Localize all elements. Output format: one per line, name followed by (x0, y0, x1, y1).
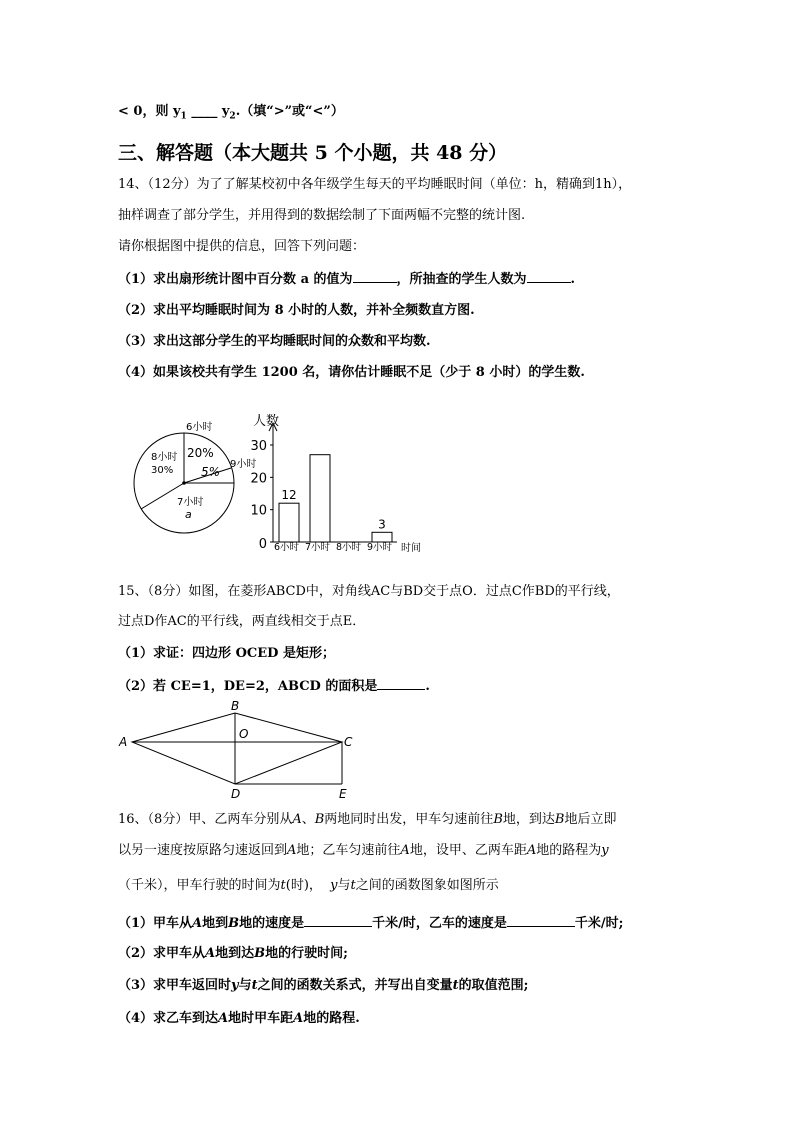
q16-part3: （3）求甲车返回时y与t之间的函数关系式，并写出自变量t的取值范围; (118, 978, 529, 993)
q14-part3: （3）求出这部分学生的平均睡眠时间的众数和平均数. (118, 334, 431, 349)
x-category-label: 9小时 (367, 542, 393, 553)
label-a: A (119, 735, 128, 749)
q15-part2: （2）若 CE=1，DE=2，ABCD 的面积是 . (118, 679, 430, 694)
x-category-label: 7小时 (305, 542, 331, 553)
label-o: O (239, 727, 249, 741)
q14-line2: 抽样调查了部分学生，并用得到的数据绘制了下面两幅不完整的统计图. (118, 208, 526, 223)
q14-line1: 14、（12分）为了了解某校初中各年级学生每天的平均睡眠时间（单位：h，精确到1h）， (118, 177, 632, 192)
pie-label-8h: 8小时 (151, 452, 178, 463)
pie-label-a: a (185, 508, 192, 521)
answer-blank[interactable] (377, 677, 425, 690)
pie-center-dot (182, 481, 186, 485)
q16-line1: 16、（8分）甲、乙两车分别从A、B两地同时出发，甲车匀速前往B地，到达B地后立即 (118, 812, 617, 827)
prev-question-tail: < 0，则 $y_1$ ____ $y_2$.（填“>”或“<”） (118, 104, 344, 122)
x-category-label: 8小时 (336, 542, 362, 553)
y-tick-label: 0 (258, 537, 267, 552)
answer-blank[interactable] (527, 270, 571, 283)
pie-label-30pct: 30% (151, 465, 174, 476)
histogram-bar (279, 503, 299, 542)
q15-part1: （1）求证：四边形 OCED 是矩形； (118, 646, 335, 661)
q15-line1: 15、（8分）如图，在菱形ABCD中，对角线AC与BD交于点O．过点C作BD的平行线， (118, 584, 620, 599)
q14-part2: （2）求出平均睡眠时间为 8 小时的人数，并补全频数直方图. (118, 303, 475, 318)
histogram-chart (245, 405, 435, 555)
q16-line2: 以另一速度按原路匀速返回到A地；乙车匀速前往A地，设甲、乙两车距A地的路程为y (118, 843, 609, 858)
q16-part2: （2）求甲车从A地到达B地的行驶时间; (118, 946, 348, 961)
y-axis-label: 人数 (253, 414, 280, 429)
answer-blank[interactable] (353, 270, 397, 283)
pie-label-6h: 6小时 (186, 422, 213, 433)
q14-part4: （4）如果该校共有学生 1200 名，请你估计睡眠不足（少于 8 小时）的学生数. (118, 365, 585, 380)
pie-label-9h: 9小时 (230, 459, 257, 470)
pie-label-7h: 7小时 (177, 497, 204, 508)
label-b: B (231, 699, 240, 713)
answer-blank[interactable] (304, 914, 372, 927)
histogram-bar (372, 532, 392, 542)
histogram-bar (310, 455, 330, 542)
pie-label-5pct: 5% (201, 465, 221, 479)
rhombus-diagram (115, 698, 365, 803)
label-c: C (344, 735, 353, 749)
q16-line3: （千米），甲车行驶的时间为t(时)， y与t之间的函数图象如图所示 (118, 878, 499, 893)
pie-label-20pct: 20% (187, 446, 214, 460)
pie-chart (125, 405, 265, 545)
y-tick-label: 30 (250, 439, 267, 454)
x-axis-label: 时间 (401, 543, 421, 554)
q14-line3: 请你根据图中提供的信息，回答下列问题： (118, 239, 366, 254)
section-heading: 三、解答题（本大题共 5 个小题，共 48 分） (118, 142, 508, 164)
q14-part1: （1）求出扇形统计图中百分数 a 的值为 ，所抽查的学生人数为 . (118, 272, 576, 287)
y-tick-label: 10 (250, 503, 267, 519)
label-e: E (339, 787, 347, 801)
bar-data-label: 3 (378, 517, 386, 532)
rhombus-abcd (132, 713, 342, 784)
q16-part4: （4）求乙车到达A地时甲车距A地的路程. (118, 1011, 360, 1026)
label-d: D (231, 787, 241, 801)
q15-line2: 过点D作AC的平行线，两直线相交于点E． (118, 614, 366, 629)
answer-blank[interactable] (507, 914, 575, 927)
x-category-label: 6小时 (274, 542, 300, 553)
bar-data-label: 12 (281, 488, 297, 503)
q16-part1: （1）甲车从A地到B地的速度是 千米/时，乙车的速度是 千米/时; (118, 916, 624, 931)
y-tick-label: 20 (250, 471, 267, 487)
